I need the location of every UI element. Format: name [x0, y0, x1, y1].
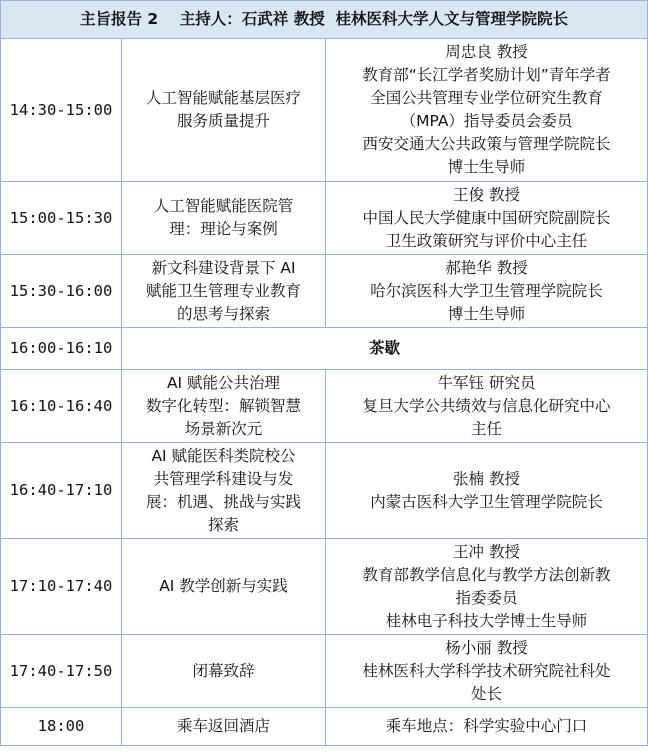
topic-line: 数字化转型：解锁智慧: [145, 396, 301, 415]
speaker-line: 博士生导师: [447, 304, 526, 323]
table-row: [1, 708, 648, 746]
speaker-name: 郝艳华 教授: [445, 258, 528, 277]
speaker-name: 王冲 教授: [453, 542, 520, 561]
time-cell: 15:00-15:30: [1, 182, 122, 255]
speaker-line: 桂林医科大学科学技术研究院社科处: [362, 661, 611, 680]
topic-line: 人工智能赋能基层医疗: [145, 89, 301, 107]
speaker-cell: [326, 255, 648, 328]
speaker-cell: [326, 708, 648, 746]
table-row: [1, 370, 648, 443]
speaker-line: 卫生政策研究与评价中心主任: [385, 231, 588, 250]
speaker-line: 中国人民大学健康中国研究院副院长: [362, 208, 611, 227]
topic-line: 人工智能赋能医院管: [153, 197, 294, 215]
speaker-line: 西安交通大公共政策与管理学院院长: [362, 135, 611, 153]
topic-line: 赋能卫生管理专业教育: [145, 281, 301, 300]
speaker-cell: [326, 443, 648, 539]
topic-line: 新文科建设背景下 AI: [151, 258, 296, 277]
topic-line: 乘车返回酒店: [176, 717, 270, 735]
topic-line: 展：机遇、挑战与实践: [145, 492, 301, 511]
session-header: [1, 1, 648, 39]
topic-cell: [122, 443, 326, 539]
topic-line: 场景新次元: [184, 419, 263, 438]
header-row: [1, 1, 648, 39]
time-cell: 16:00-16:10: [1, 328, 122, 370]
speaker-name: 王俊 教授: [453, 185, 520, 204]
speaker-line: 乘车地点：科学实验中心门口: [385, 717, 588, 735]
speaker-line: 桂林电子科技大学博士生导师: [385, 611, 588, 630]
table-row: [1, 539, 648, 635]
topic-line: 理：理论与案例: [169, 220, 278, 238]
speaker-line: 处长: [471, 684, 503, 703]
topic-line: 服务质量提升: [176, 112, 270, 130]
speaker-name: 杨小丽 教授: [445, 638, 528, 657]
host-affiliation: 桂林医科大学人文与管理学院院长: [335, 10, 569, 28]
topic-cell: [122, 39, 326, 182]
topic-cell: [122, 708, 326, 746]
topic-line: 闭幕致辞: [192, 661, 255, 680]
topic-line: 共管理学科建设与发: [153, 469, 294, 488]
speaker-line: （MPA）指导委员会委员: [400, 112, 573, 130]
speaker-cell: [326, 182, 648, 255]
topic-cell: [122, 539, 326, 635]
speaker-name: 周忠良 教授: [445, 43, 528, 61]
speaker-cell: [326, 635, 648, 708]
speaker-cell: [326, 39, 648, 182]
time-cell: 18:00: [1, 708, 122, 746]
session-label: 主旨报告 2: [80, 10, 159, 28]
tea-break-row: [1, 328, 648, 370]
speaker-line: 教育部教学信息化与教学方法创新教: [362, 565, 611, 584]
time-cell: 17:10-17:40: [1, 539, 122, 635]
table-row: [1, 182, 648, 255]
topic-cell: [122, 255, 326, 328]
table-row: [1, 255, 648, 328]
time-cell: 15:30-16:00: [1, 255, 122, 328]
speaker-line: 内蒙古医科大学卫生管理学院院长: [370, 492, 603, 511]
topic-line: 探索: [207, 515, 239, 534]
table-row: [1, 39, 648, 182]
time-cell: 17:40-17:50: [1, 635, 122, 708]
topic-line: AI 赋能公共治理: [166, 373, 281, 392]
speaker-line: 全国公共管理专业学位研究生教育: [370, 89, 603, 107]
topic-line: AI 教学创新与实践: [159, 577, 288, 595]
topic-cell: [122, 370, 326, 443]
speaker-name: 张楠 教授: [453, 469, 520, 488]
speaker-line: 哈尔滨医科大学卫生管理学院院长: [370, 281, 603, 300]
time-cell: 14:30-15:00: [1, 39, 122, 182]
table-row: [1, 443, 648, 539]
time-cell: 16:10-16:40: [1, 370, 122, 443]
speaker-cell: [326, 370, 648, 443]
speaker-line: 指委委员: [455, 588, 518, 607]
speaker-line: 教育部“长江学者奖励计划”青年学者: [362, 66, 611, 84]
host-label: 主持人：石武祥 教授: [179, 10, 325, 28]
topic-line: 的思考与探索: [176, 304, 270, 323]
tea-break-label: 茶歇: [122, 328, 648, 370]
speaker-cell: [326, 539, 648, 635]
time-cell: 16:40-17:10: [1, 443, 122, 539]
topic-cell: [122, 635, 326, 708]
speaker-line: 复旦大学公共绩效与信息化研究中心: [362, 396, 611, 415]
topic-cell: [122, 182, 326, 255]
speaker-line: 博士生导师: [447, 158, 526, 176]
speaker-line: 主任: [471, 419, 503, 438]
table-row: [1, 635, 648, 708]
speaker-name: 牛军钰 研究员: [437, 373, 536, 392]
topic-line: AI 赋能医科类院校公: [151, 446, 296, 465]
